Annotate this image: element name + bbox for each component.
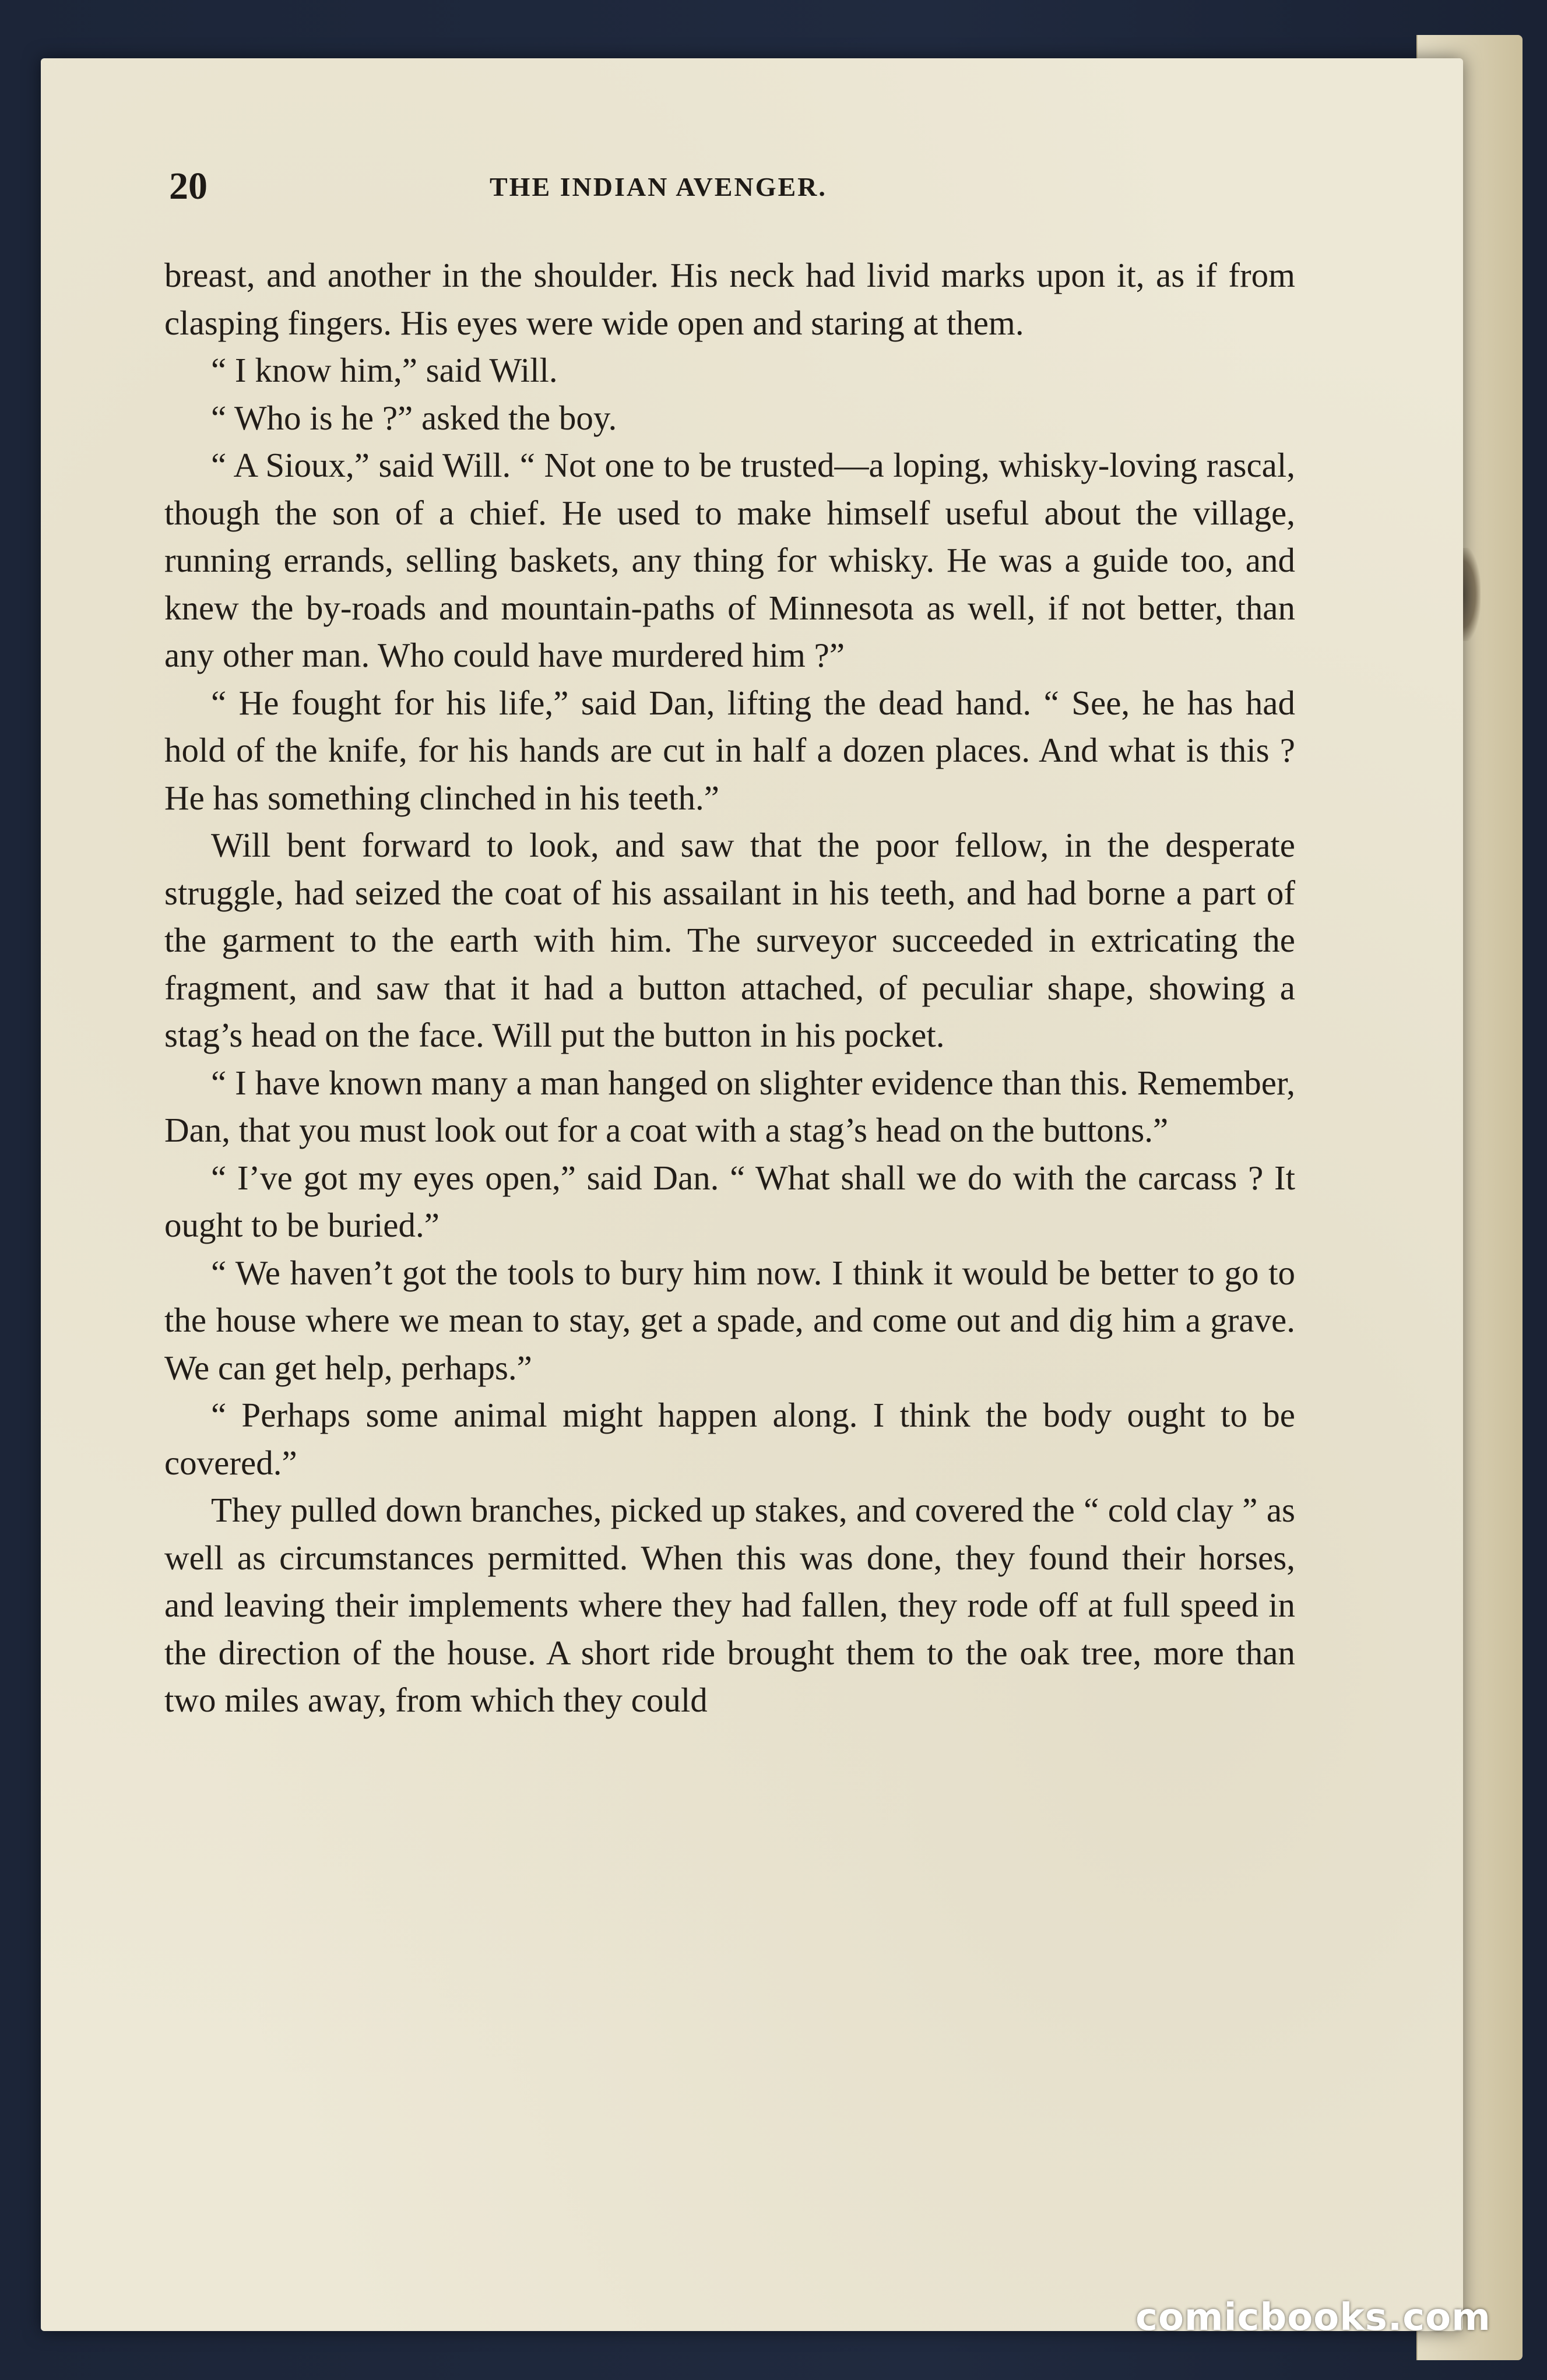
page-number: 20 xyxy=(169,165,208,207)
paragraph: “ Perhaps some animal might happen along. I think the body ought to be covered.” xyxy=(164,1396,1295,1482)
paragraph: “ I have known many a man hanged on slighter evidence than this. Remember, Dan, that you must look out for a coat with a stag’s head on the buttons.” xyxy=(164,1063,1295,1149)
paragraph: “ Who is he ?” asked the boy. xyxy=(211,398,617,437)
running-head: THE INDIAN AVENGER. xyxy=(490,172,827,202)
paragraph: They pulled down branches, picked up stakes, and covered the “ cold clay ” as well as circumstances permitted. When this was done, they found their horses, and leaving their implements where they had fallen, they rode off at full speed in the direction of the house. A short ride brought them to the oak tree, more than two miles away, from which they could xyxy=(164,1491,1295,1719)
paragraph: breast, and another in the shoulder. His neck had livid marks upon it, as if from clasping fingers. His eyes were wide open and staring at them. xyxy=(164,256,1295,342)
paragraph: “ We haven’t got the tools to bury him now. I think it would be better to go to the house where we mean to stay, get a spade, and come out and dig him a grave. We can get help, perhaps.” xyxy=(164,1253,1295,1387)
paragraph: “ A Sioux,” said Will. “ Not one to be trusted—a loping, whisky-loving rascal, though the son of a chief. He used to make himself useful about the village, running errands, selling baskets, any thing for whisky. He was a guide too, and knew the by-roads and mountain-paths of Minnesota as well, if not better, than any other man. Who could have murdered him ?” xyxy=(164,446,1295,674)
page-header xyxy=(169,164,1300,211)
watermark: comicbooks.com xyxy=(1135,2296,1491,2339)
paragraph: “ He fought for his life,” said Dan, lifting the dead hand. “ See, he has had hold of the knife, for his hands are cut in half a dozen places. And what is this ? He has something clinched in his teeth.” xyxy=(164,683,1295,817)
body-text xyxy=(164,252,1295,1724)
paragraph: “ I’ve got my eyes open,” said Dan. “ What shall we do with the carcass ? It ought to be buried.” xyxy=(164,1158,1295,1244)
paragraph: Will bent forward to look, and saw that the poor fellow, in the desperate struggle, had seized the coat of his assailant in his teeth, and had borne a part of the garment to the earth with him. The surveyor succeeded in extricating the fragment, and saw that it had a button attached, of peculiar shape, showing a stag’s head on the face. Will put the button in his pocket. xyxy=(164,826,1295,1054)
paragraph: “ I know him,” said Will. xyxy=(211,351,558,389)
